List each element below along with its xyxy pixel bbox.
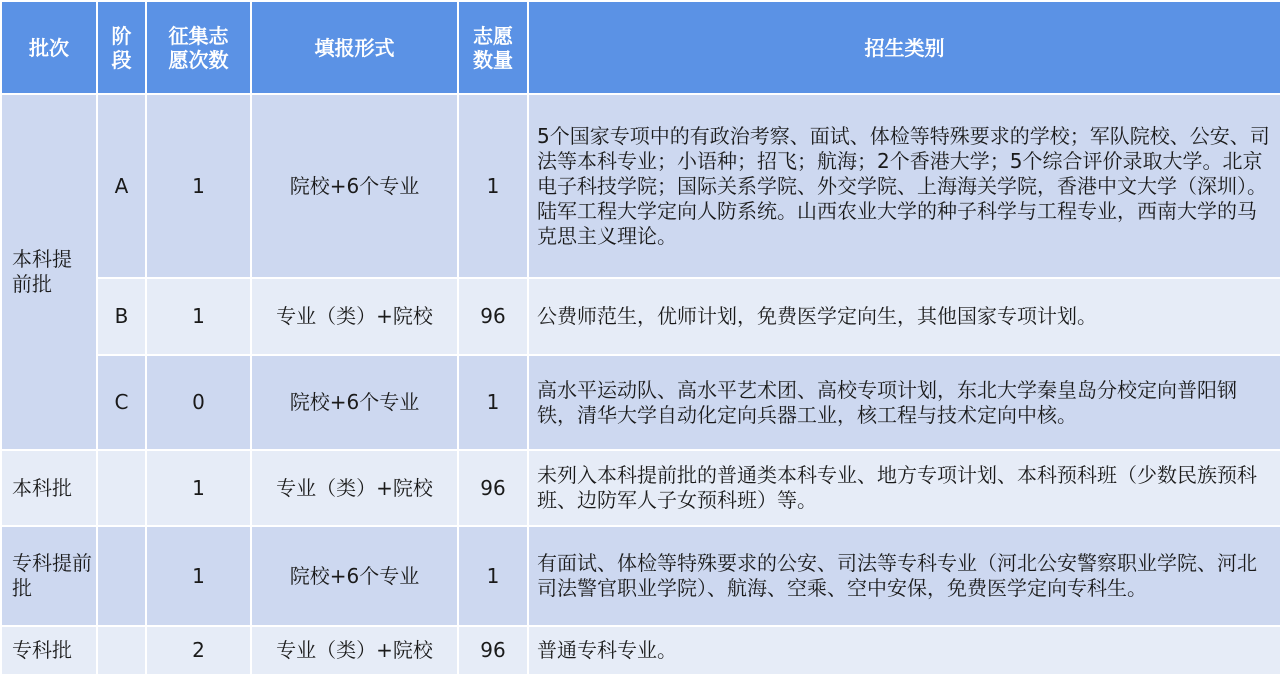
stage-cell: C [97, 355, 146, 450]
header-count: 志愿数量 [458, 1, 528, 94]
count-cell: 96 [458, 626, 528, 675]
form-cell: 院校+6个专业 [251, 526, 458, 626]
rounds-cell: 1 [146, 94, 251, 278]
batch-cell: 本科提前批 [1, 94, 97, 450]
count-cell: 1 [458, 94, 528, 278]
table-row [1, 355, 1280, 450]
table-row [1, 526, 1280, 626]
form-cell: 专业（类）+院校 [251, 626, 458, 675]
stage-cell: A [97, 94, 146, 278]
category-cell: 未列入本科提前批的普通类本科专业、地方专项计划、本科预科班（少数民族预科班、边防军人子女预科班）等。 [528, 450, 1280, 526]
header-form: 填报形式 [251, 1, 458, 94]
form-cell: 院校+6个专业 [251, 94, 458, 278]
header-rounds: 征集志愿次数 [146, 1, 251, 94]
rounds-cell: 0 [146, 355, 251, 450]
batch-cell: 本科批 [1, 450, 97, 526]
table-header-row [1, 1, 1280, 94]
batch-cell: 专科批 [1, 626, 97, 675]
rounds-cell: 1 [146, 526, 251, 626]
count-cell: 1 [458, 526, 528, 626]
count-cell: 96 [458, 278, 528, 355]
rounds-cell: 2 [146, 626, 251, 675]
header-batch: 批次 [1, 1, 97, 94]
form-cell: 专业（类）+院校 [251, 278, 458, 355]
rounds-cell: 1 [146, 278, 251, 355]
form-cell: 专业（类）+院校 [251, 450, 458, 526]
table-row [1, 278, 1280, 355]
stage-cell [97, 450, 146, 526]
form-cell: 院校+6个专业 [251, 355, 458, 450]
batch-cell: 专科提前批 [1, 526, 97, 626]
count-cell: 1 [458, 355, 528, 450]
rounds-cell: 1 [146, 450, 251, 526]
category-cell: 普通专科专业。 [528, 626, 1280, 675]
table-row [1, 626, 1280, 675]
count-cell: 96 [458, 450, 528, 526]
table-row [1, 94, 1280, 278]
stage-cell [97, 626, 146, 675]
table-row [1, 450, 1280, 526]
header-stage: 阶段 [97, 1, 146, 94]
header-category: 招生类别 [528, 1, 1280, 94]
category-cell: 有面试、体检等特殊要求的公安、司法等专科专业（河北公安警察职业学院、河北司法警官职业学院）、航海、空乘、空中安保，免费医学定向专科生。 [528, 526, 1280, 626]
category-cell: 公费师范生，优师计划，免费医学定向生，其他国家专项计划。 [528, 278, 1280, 355]
stage-cell: B [97, 278, 146, 355]
stage-cell [97, 526, 146, 626]
category-cell: 高水平运动队、高水平艺术团、高校专项计划，东北大学秦皇岛分校定向普阳钢铁，清华大学自动化定向兵器工业，核工程与技术定向中核。 [528, 355, 1280, 450]
category-cell: 5个国家专项中的有政治考察、面试、体检等特殊要求的学校；军队院校、公安、司法等本科专业；小语种；招飞；航海；2个香港大学；5个综合评价录取大学。北京电子科技学院；国际关系学院、外交学院、上海海关学院，香港中文大学（深圳）。陆军工程大学定向人防系统。山西农业大学的种子科学与工程专业，西南大学的马克思主义理论。 [528, 94, 1280, 278]
